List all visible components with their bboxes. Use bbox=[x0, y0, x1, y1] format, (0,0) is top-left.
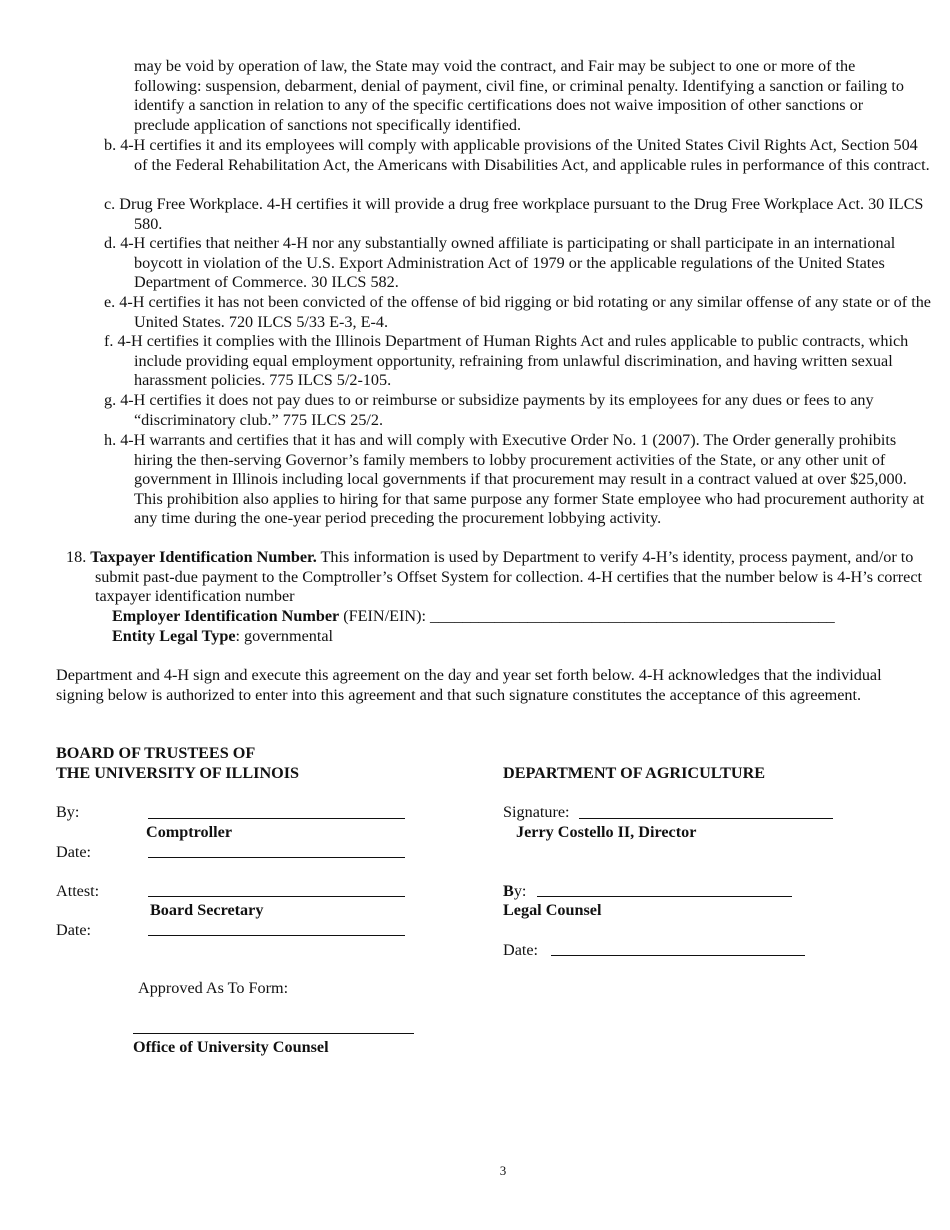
signing-paragraph: Department and 4-H sign and execute this agreement on the day and year set forth below. 4-H acknowledges that the individual signing below is authorized to enter into this agreement and that such signature constitutes the acceptance of this agreement. bbox=[56, 666, 882, 704]
comptroller-date-line[interactable] bbox=[148, 857, 405, 858]
ein-suffix: (FEIN/EIN): bbox=[343, 607, 426, 625]
list-item bbox=[104, 332, 934, 391]
board-secretary-label: Board Secretary bbox=[150, 901, 264, 919]
list-item bbox=[104, 234, 934, 293]
date-label: Date: bbox=[56, 843, 92, 861]
item-text: Drug Free Workplace. 4-H certifies it will provide a drug free workplace pursuant to the Drug Free Workplace Act. 30 ILCS 580. bbox=[119, 195, 924, 233]
legal-counsel-label: Legal Counsel bbox=[503, 901, 602, 919]
item-letter: f. bbox=[104, 332, 114, 350]
item-letter: e. bbox=[104, 293, 116, 311]
approved-as-to-form: Approved As To Form: bbox=[138, 979, 289, 997]
section-18 bbox=[66, 548, 931, 607]
right-heading: DEPARTMENT OF AGRICULTURE bbox=[503, 764, 766, 782]
attest-date-line[interactable] bbox=[148, 935, 405, 936]
by-bold: B bbox=[503, 882, 514, 900]
section-heading: Taxpayer Identification Number. bbox=[90, 548, 317, 566]
ein-line bbox=[112, 607, 892, 627]
date-label-right: Date: bbox=[503, 941, 539, 959]
counsel-label: Office of University Counsel bbox=[133, 1038, 329, 1056]
entity-value: : governmental bbox=[235, 627, 334, 645]
list-item bbox=[104, 391, 934, 430]
list-item bbox=[104, 136, 934, 175]
item-letter: g. bbox=[104, 391, 117, 409]
item-text: 4-H certifies that neither 4-H nor any substantially owned affiliate is participating or shall participate in an international boycott in violation of the U.S. Export Administration Act of 1979 or the applicable regulations of the United States Department of Commerce. 30 ILCS 582. bbox=[120, 234, 896, 292]
continuation-paragraph: may be void by operation of law, the State may void the contract, and Fair may be subject to one or more of the following: suspension, debarment, denial of payment, civil fine, or criminal penalty. Identifying a sanction or failing to identify a sanction in relation to any of the specific certifications does not waive imposition of other sanctions or preclude application of sanctions not specifically identified. bbox=[134, 57, 904, 134]
comptroller-label: Comptroller bbox=[146, 823, 233, 841]
item-letter: d. bbox=[104, 234, 117, 252]
item-text: 4-H certifies it and its employees will comply with applicable provisions of the United States Civil Rights Act, Section 504 of the Federal Rehabilitation Act, the Americans with Disabilities Act, and applicable rules in performance of this contract. bbox=[120, 136, 930, 174]
attest-label: Attest: bbox=[56, 882, 100, 900]
director-label: Jerry Costello II, Director bbox=[516, 823, 697, 841]
section-number: 18. bbox=[66, 548, 87, 566]
section-text: This information is used by Department to verify 4-H’s identity, process payment, and/or to submit past-due payment to the Comptroller’s Offset System for collection. 4-H certifies that the number below is 4-H’s correct taxpayer identification number bbox=[95, 548, 923, 606]
item-text: 4-H certifies it complies with the Illinois Department of Human Rights Act and rules applicable to public contracts, which include providing equal employment opportunity, refraining from unlawful discrimination, and having written sexual harassment policies. 775 ILCS 5/2-105. bbox=[117, 332, 909, 390]
entity-label: Entity Legal Type bbox=[112, 627, 236, 645]
by-label-right bbox=[503, 882, 526, 902]
date-label: Date: bbox=[56, 921, 92, 939]
item-letter: h. bbox=[104, 431, 117, 449]
by-rest: y: bbox=[513, 882, 527, 900]
counsel-signature-line[interactable] bbox=[133, 1033, 414, 1034]
list-item bbox=[104, 431, 934, 529]
list-item bbox=[104, 195, 934, 234]
legal-counsel-date-line[interactable] bbox=[551, 955, 805, 956]
left-heading-line2: THE UNIVERSITY OF ILLINOIS bbox=[56, 764, 300, 782]
ein-field[interactable]: __________________________________________________ bbox=[430, 607, 835, 625]
item-letter: b. bbox=[104, 136, 117, 154]
entity-legal-type bbox=[112, 627, 892, 647]
by-label: By: bbox=[56, 803, 80, 821]
comptroller-signature-line[interactable] bbox=[148, 818, 405, 819]
legal-counsel-signature-line[interactable] bbox=[537, 896, 792, 897]
director-signature-line[interactable] bbox=[579, 818, 833, 819]
signature-label: Signature: bbox=[503, 803, 570, 821]
item-text: 4-H warrants and certifies that it has and will comply with Executive Order No. 1 (2007). The Order generally prohibits hiring the then-serving Governor’s family members to lobby procurement activities of the State, or any other unit of government in Illinois including local governments if that procurement may result in a contract valued at over $25,000. This prohibition also applies to hiring for that same purpose any former State employee who had procurement authority at any time during the one-year period preceding the procurement lobbying activity. bbox=[120, 431, 925, 528]
attest-signature-line[interactable] bbox=[148, 896, 405, 897]
left-heading-line1: BOARD OF TRUSTEES OF bbox=[56, 744, 256, 762]
page-number: 3 bbox=[499, 1163, 507, 1178]
item-text: 4-H certifies it does not pay dues to or reimburse or subsidize payments by its employees for any dues or fees to any “discriminatory club.” 775 ILCS 25/2. bbox=[120, 391, 874, 429]
ein-label: Employer Identification Number bbox=[112, 607, 340, 625]
item-letter: c. bbox=[104, 195, 116, 213]
item-text: 4-H certifies it has not been convicted of the offense of bid rigging or bid rotating or any similar offense of any state or of the United States. 720 ILCS 5/33 E-3, E-4. bbox=[119, 293, 931, 331]
list-item bbox=[104, 293, 934, 332]
